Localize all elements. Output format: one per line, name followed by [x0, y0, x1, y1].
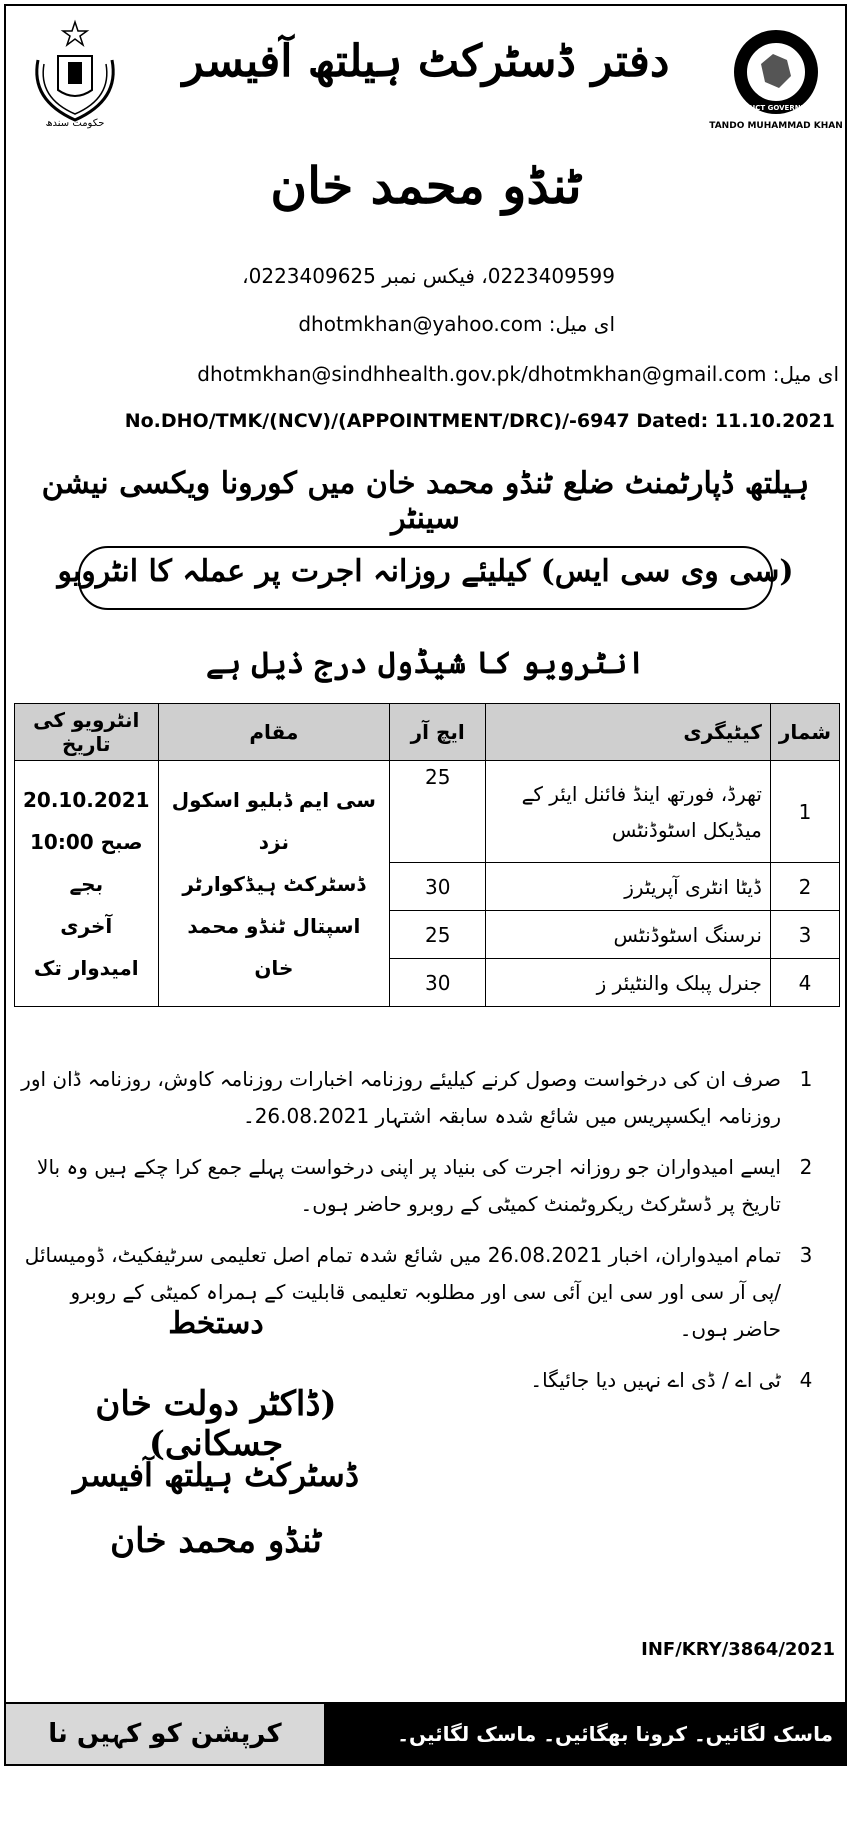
headline-schedule: انٹرویو کا شیڈول درج ذیل ہے: [206, 646, 645, 681]
table-row: [15, 761, 840, 863]
row-category: جنرل پبلک والنٹیئر ز: [486, 959, 771, 1007]
row-category: نرسنگ اسٹوڈنٹس: [486, 911, 771, 959]
date-line: 20.10.2021: [23, 787, 150, 812]
list-item: [20, 1149, 831, 1223]
row-hr: 30: [390, 863, 486, 911]
date-line: صبح 10:00 بجے: [29, 829, 143, 896]
interview-date: [15, 761, 159, 1007]
header-place: مقام: [158, 704, 390, 761]
signatory-name: (ڈاکٹر دولت خان جسکانی): [95, 1384, 337, 1464]
inf-number: INF/KRY/3864/2021: [641, 1639, 835, 1660]
table-header-row: [15, 704, 840, 761]
row-sr: 4: [770, 959, 839, 1007]
row-category: تھرڈ، فورتھ اینڈ فائنل ایئر کے میڈیکل اسٹوڈنٹس: [486, 761, 771, 863]
email-line-1: [298, 312, 615, 336]
note-text: ٹی اے / ڈی اے نہیں دیا جائیگا۔: [530, 1368, 781, 1392]
note-text: تمام امیدواران، اخبار 26.08.2021 میں شائع شدہ تمام اصل تعلیمی سرٹیفکیٹ، ڈومیسائل /پی آر سی اور سی این آئی سی اور مطلوبہ تعلیمی قابلیت کے ہمراہ کمیٹی کے روبرو حاضر ہوں۔: [24, 1243, 781, 1341]
headline-vaccination-centre: ہیلتھ ڈپارٹمنٹ ضلع ٹنڈو محمد خان میں کورونا ویکسی نیشن سینٹر: [41, 466, 810, 536]
list-item: [20, 1061, 831, 1135]
footer-bar: [6, 1702, 845, 1806]
note-number: 3: [799, 1243, 813, 1267]
dated-value: 11.10.2021: [714, 410, 835, 432]
reference-line: [125, 410, 835, 432]
office-title: دفتر ڈسٹرکٹ ہیلتھ آفیسر: [182, 36, 670, 87]
sindh-government-logo: [20, 20, 130, 130]
header-sr: شمار: [770, 704, 839, 761]
row-sr: 1: [770, 761, 839, 863]
signatory-designation: ڈسٹرکٹ ہیلتھ آفیسر: [72, 1456, 360, 1494]
email-label-2: ای میل:: [772, 362, 839, 386]
row-hr: 25: [390, 761, 486, 863]
reference-number: No.DHO/TMK/(NCV)/(APPOINTMENT/DRC)/-6947: [124, 410, 630, 432]
email-line-2: [197, 362, 839, 386]
email-sindhhealth-gmail: dhotmkhan@sindhhealth.gov.pk/dhotmkhan@gmail.com: [197, 362, 767, 386]
logo-left-caption: حکومت سندھ: [45, 118, 105, 129]
row-sr: 3: [770, 911, 839, 959]
place-line: اسپتال ٹنڈو محمد خان: [187, 913, 361, 980]
note-number: 4: [799, 1368, 813, 1392]
notes-list: [20, 1061, 831, 1413]
place-line: سی ایم ڈبلیو اسکول نزد: [171, 787, 376, 854]
phone-fax-line: 0223409599، فیکس نمبر 0223409625،: [242, 264, 615, 288]
date-line: آخری امیدوار تک: [33, 913, 139, 980]
dated-label: Dated:: [636, 410, 709, 432]
header-date: انٹرویو کی تاریخ: [15, 704, 159, 761]
interview-place: [158, 761, 390, 1007]
note-number: 1: [799, 1067, 813, 1091]
footer-mask-slogan: ماسک لگائیں۔ کرونا بھگائیں۔ ماسک لگائیں۔ محفوظ رہیں: [324, 1704, 845, 1764]
note-number: 2: [799, 1155, 813, 1179]
logo-right-ring-text: DISTRICT GOVERNMENT: [729, 104, 823, 112]
office-city: ٹنڈو محمد خان: [270, 156, 582, 215]
row-category: ڈیٹا انٹری آپریٹرز: [486, 863, 771, 911]
header-hr: ایچ آر: [390, 704, 486, 761]
signatory-place: ٹنڈو محمد خان: [110, 1521, 322, 1561]
header-category: کیٹیگری: [486, 704, 771, 761]
signature-word: دستخط: [168, 1306, 264, 1341]
email-label: ای میل:: [548, 312, 615, 336]
place-line: ڈسٹرکٹ ہیڈکوارٹر: [182, 871, 366, 896]
email-yahoo: dhotmkhan@yahoo.com: [298, 312, 543, 336]
footer-anti-corruption: کرپشن کو کہیں نا: [6, 1704, 324, 1764]
interview-schedule-table: [14, 703, 840, 1007]
district-government-logo: [709, 24, 843, 134]
logo-right-caption: TANDO MUHAMMAD KHAN: [709, 121, 843, 131]
row-hr: 25: [390, 911, 486, 959]
note-text: صرف ان کی درخواست وصول کرنے کیلیئے روزنامہ اخبارات روزنامہ کاوش، روزنامہ ڈان اور روزنامہ ایکسپریس میں شائع شدہ سابقہ اشتہار 26.08.2021۔: [21, 1067, 781, 1128]
headline-interview: (سی وی سی ایس) کیلیئے روزانہ اجرت پر عملہ کا انٹرویو: [57, 554, 794, 589]
note-text: ایسے امیدواران جو روزانہ اجرت کی بنیاد پر اپنی درخواست پہلے جمع کرا چکے ہیں وہ بالا تاریخ پر ڈسٹرکٹ ریکروٹمنٹ کمیٹی کے روبرو حاضر ہوں۔: [37, 1155, 781, 1216]
row-sr: 2: [770, 863, 839, 911]
row-hr: 30: [390, 959, 486, 1007]
notice-page: [4, 4, 847, 1806]
